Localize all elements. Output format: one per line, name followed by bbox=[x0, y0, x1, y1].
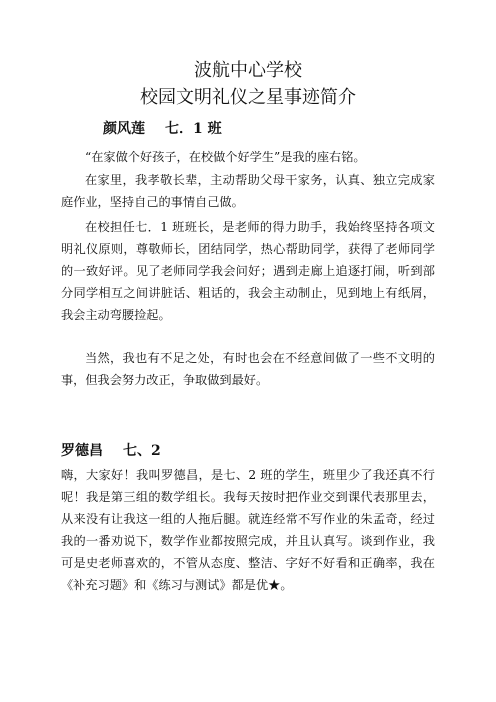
paragraph: 嗨，大家好！我叫罗德昌，是七、2 班的学生，班里少了我还真不行呢！我是第三组的数学组长。我每天按时把作业交到课代表那里去，从来没有让我这一组的人拖后腿。就连经常不写作业的朱孟奇，经过我的一番劝说下，数学作业都按照完成，并且认真写。谈到作业，我可是史老师喜欢的，不管从态度、整洁、字好不好看和正确率，我在《补充习题》和《练习与测试》都是优★。 bbox=[61, 468, 435, 592]
paragraph: 在家里，我孝敬长辈，主动帮助父母干家务，认真、独立完成家庭作业，坚持自己的事情自己做。 bbox=[61, 173, 435, 209]
document-title: 校园文明礼仪之星事迹简介 bbox=[140, 87, 356, 108]
student-name: 罗德昌 bbox=[61, 443, 103, 459]
school-name-title: 波航中心学校 bbox=[194, 60, 302, 81]
paragraph: “在家做个好孩子，在校做个好学生”是我的座右铭。 bbox=[85, 150, 366, 164]
paragraph: 在校担任七．1 班班长，是老师的得力助手，我始终坚持各项文明礼仪原则，尊敬师长，团结同学，热心帮助同学，获得了老师同学的一致好评。见了老师同学我会问好；遇到走廊上追逐打闹，听到部分同学相互之间讲脏话、粗话的，我会主动制止，见到地上有纸屑，我会主动弯腰捡起。 bbox=[61, 220, 435, 322]
student-class: 七．1 班 bbox=[165, 121, 222, 137]
student-class: 七、2 bbox=[123, 443, 161, 459]
section-1-heading bbox=[103, 120, 222, 138]
section-2-heading bbox=[61, 442, 161, 460]
paragraph: 当然，我也有不足之处，有时也会在不经意间做了一些不文明的事，但我会努力改正，争取做到最好。 bbox=[61, 351, 435, 387]
student-name: 颜风莲 bbox=[103, 121, 145, 137]
